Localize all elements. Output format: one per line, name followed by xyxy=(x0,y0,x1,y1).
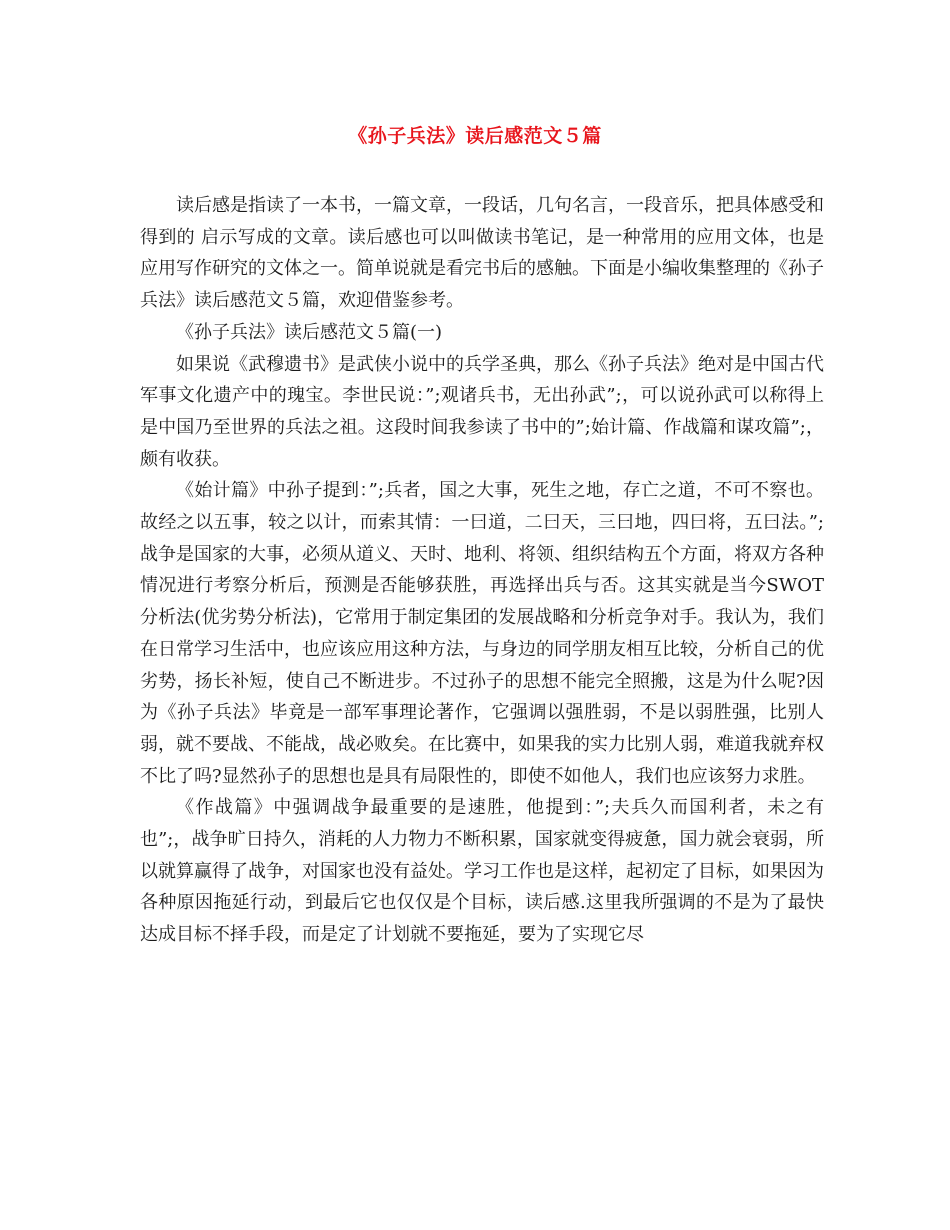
body-paragraph: 《始计篇》中孙子提到：”;兵者，国之大事，死生之地，存亡之道，不可不察也。故经之以五事，较之以计，而索其情：一曰道，二曰天，三曰地，四曰将，五曰法。”;战争是国家的大事，必须从道义、天时、地利、将领、组织结构五个方面，将双方各种情况进行考察分析后，预测是否能够获胜，再选择出兵与否。这其实就是当今SWOT分析法(优劣势分析法)，它常用于制定集团的发展战略和分析竞争对手。我认为，我们在日常学习生活中，也应该应用这种方法，与身边的同学朋友相互比较，分析自己的优劣势，扬长补短，使自己不断进步。不过孙子的思想不能完全照搬，这是为什么呢?因为《孙子兵法》毕竟是一部军事理论著作，它强调以强胜弱，不是以弱胜强，比别人弱，就不要战、不能战，战必败矣。在比赛中，如果我的实力比别人弱，难道我就弃权不比了吗?显然孙子的思想也是具有局限性的，即使不如他人，我们也应该努力求胜。 xyxy=(140,480,824,787)
body-paragraph: 如果说《武穆遗书》是武侠小说中的兵学圣典，那么《孙子兵法》绝对是中国古代军事文化遗产中的瑰宝。李世民说：”;观诸兵书，无出孙武”;，可以说孙武可以称得上是中国乃至世界的兵法之祖。这段时间我参读了书中的”;始计篇、作战篇和谋攻篇”;，颇有收获。 xyxy=(140,353,824,470)
section-heading: 《孙子兵法》读后感范文５篇(一) xyxy=(176,321,443,343)
document-title: 《孙子兵法》读后感范文５篇 xyxy=(348,125,602,147)
intro-paragraph: 读后感是指读了一本书，一篇文章，一段话，几句名言，一段音乐，把具体感受和得到的 启示写成的文章。读后感也可以叫做读书笔记，是一种常用的应用文体，也是应用写作研究的文体之一。简单说就是看完书后的感触。下面是小编收集整理的《孙子兵法》读后感范文５篇，欢迎借鉴参考。 xyxy=(140,195,824,312)
document-body xyxy=(140,190,824,951)
body-paragraph: 《作战篇》中强调战争最重要的是速胜，他提到：”;夫兵久而国利者，未之有也”;，战争旷日持久，消耗的人力物力不断积累，国家就变得疲惫，国力就会衰弱，所以就算赢得了战争，对国家也没有益处。学习工作也是这样，起初定了目标，如果因为各种原因拖延行动，到最后它也仅仅是个目标，读后感.这里我所强调的不是为了最快达成目标不择手段，而是定了计划就不要拖延，要为了实现它尽 xyxy=(140,797,824,946)
